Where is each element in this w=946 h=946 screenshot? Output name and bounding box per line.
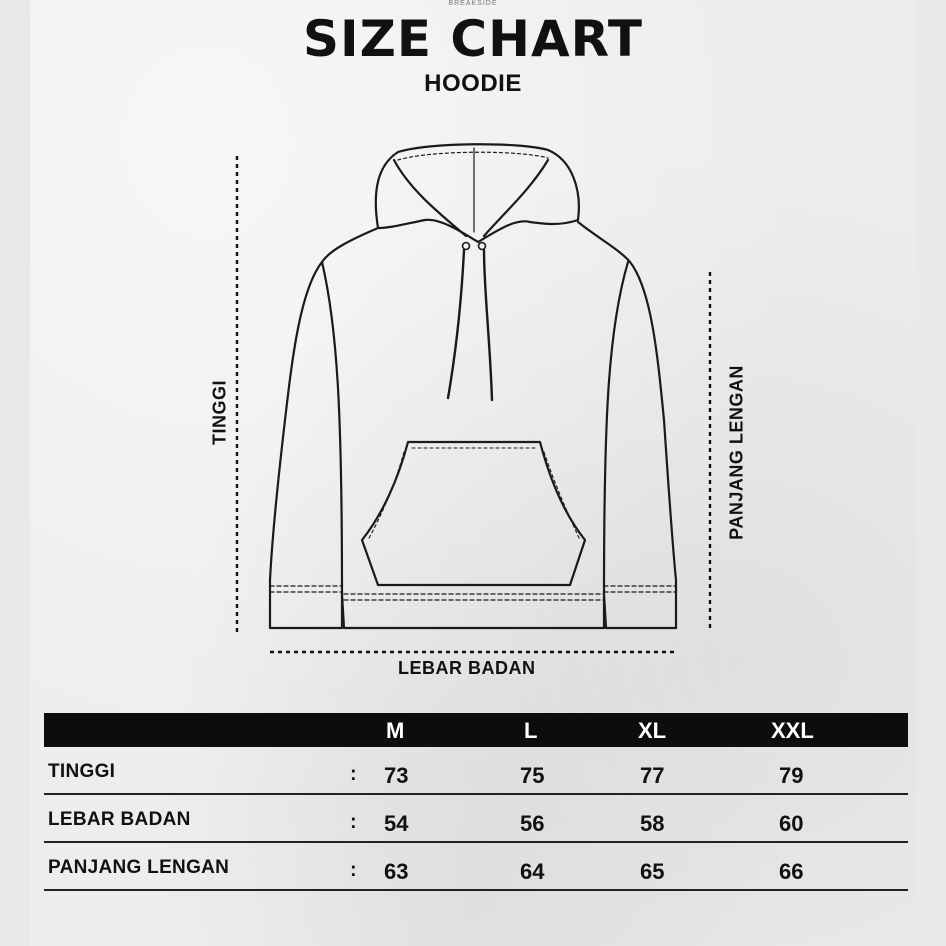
value-l: 75: [520, 763, 545, 788]
table-row-panjang-lengan: [44, 843, 908, 891]
left-sleeve-seam: [322, 262, 342, 594]
hood-inner: [394, 160, 548, 236]
size-m-header: M: [386, 718, 405, 743]
hood-outline: [376, 144, 579, 242]
value-xl: 58: [640, 811, 665, 836]
size-l-header: L: [524, 718, 538, 743]
value-l: 56: [520, 811, 545, 836]
value-m: 73: [384, 763, 409, 788]
waistband: [344, 594, 604, 600]
size-xxl-header: XXL: [771, 718, 814, 743]
body-outline: [270, 222, 676, 628]
value-xxl: 66: [779, 859, 804, 884]
kangaroo-pocket: [362, 442, 585, 585]
table-row-lebar-badan: [44, 795, 908, 843]
page-subtitle: HOODIE: [424, 70, 522, 97]
row-label: PANJANG LENGAN: [48, 857, 230, 878]
drawstring-left: [448, 250, 464, 398]
row-separator: :: [350, 811, 357, 833]
value-m: 54: [384, 811, 409, 836]
row-label: TINGGI: [48, 761, 116, 782]
row-label: LEBAR BADAN: [48, 809, 191, 830]
height-label: TINGGI: [209, 380, 230, 445]
table-row-tinggi: [44, 747, 908, 795]
size-xl-header: XL: [638, 718, 667, 743]
size-table: [44, 713, 908, 891]
row-separator: :: [350, 763, 357, 785]
left-cuff: [270, 586, 342, 592]
value-xxl: 60: [779, 811, 804, 836]
sleeve-label: PANJANG LENGAN: [726, 365, 747, 540]
right-cuff: [604, 586, 676, 592]
value-xxl: 79: [779, 763, 804, 788]
width-label: LEBAR BADAN: [398, 658, 536, 678]
value-l: 64: [520, 859, 545, 884]
value-xl: 65: [640, 859, 665, 884]
value-m: 63: [384, 859, 409, 884]
drawstring-right: [484, 250, 492, 400]
value-xl: 77: [640, 763, 665, 788]
right-sleeve-seam: [604, 262, 628, 594]
size-table-header: [44, 713, 908, 747]
row-separator: :: [350, 859, 357, 881]
brand-logo-text: BREAKSIDE: [448, 0, 498, 7]
page-title: SIZE CHART: [302, 10, 644, 68]
